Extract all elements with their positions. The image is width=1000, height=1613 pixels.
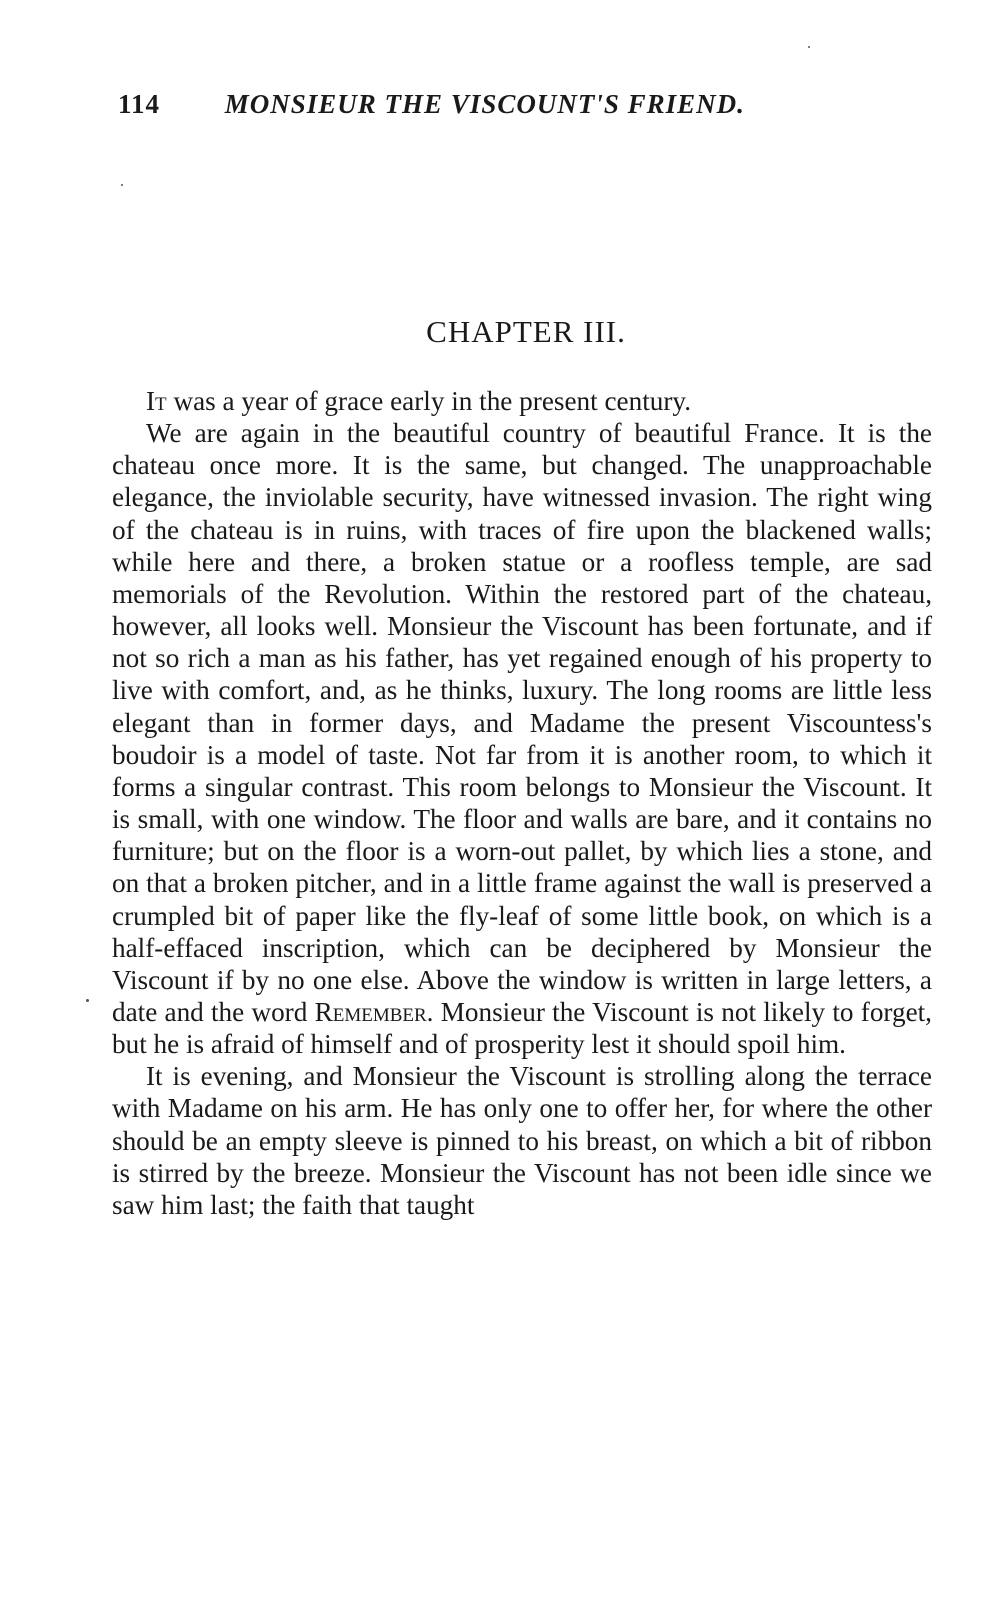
chapter-heading: CHAPTER III.	[426, 314, 626, 349]
print-speck	[808, 46, 810, 48]
print-speck	[86, 999, 89, 1002]
opening-word: It	[146, 386, 167, 416]
running-head	[118, 86, 938, 122]
running-title: MONSIEUR THE VISCOUNT'S FRIEND.	[224, 89, 745, 119]
opening-text: was a year of grace early in the present century.	[166, 386, 692, 416]
paragraph-chateau	[112, 417, 932, 1060]
paragraph-evening	[112, 1060, 932, 1221]
paragraph-opening	[112, 385, 932, 417]
chapter-body	[112, 385, 932, 1221]
chateau-text-before: We are again in the beautiful country of beautiful France. It is the chateau once more. It is the same, but changed. The unapproachable elegance, the inviolable security, have witnessed invasion. The right wing of the chateau is in ruins, with traces of fire upon the blackened walls; while here and there, a broken statue or a roofless temple, are sad memorials of the Revolution. Within the restored part of the chateau, however, all looks well. Monsieur the Viscount has been fortunate, and if not so rich a man as his father, has yet regained enough of his property to live with comfort, and, as he thinks, luxury. The long rooms are little less elegant than in former days, and Madame the present Viscountess's boudoir is a model of taste. Not far from it is another room, to which it forms a singular contrast. This room belongs to Monsieur the Viscount. It is small, with one window. The floor and walls are bare, and it contains no furniture; but on the floor is a worn-out pallet, by which lies a stone, and on that a broken pitcher, and in a little frame against the wall is preserved a crumpled bit of paper like the fly-leaf of some little book, on which is a half-effaced inscription, which can be deciphered by Monsieur the Viscount if by no one else. Above the window is written in large letters, a date and the word	[112, 418, 932, 1027]
chateau-text-after: . Monsieur the Viscount is not likely to forget, but he is afraid of himself and of prosperity lest it should spoil him.	[112, 996, 932, 1060]
evening-text: It is evening, and Monsieur the Viscount is strolling along the terrace with Madame on his arm. He has only one to offer her, for where the other should be an empty sleeve is pinned to his breast, on which a bit of ribbon is stirred by the breeze. Monsieur the Viscount has not been idle since we saw him last; the faith that taught	[112, 1061, 932, 1220]
print-speck	[121, 184, 123, 186]
page-number: 114	[118, 89, 161, 119]
remember-word: Remember	[314, 996, 427, 1027]
